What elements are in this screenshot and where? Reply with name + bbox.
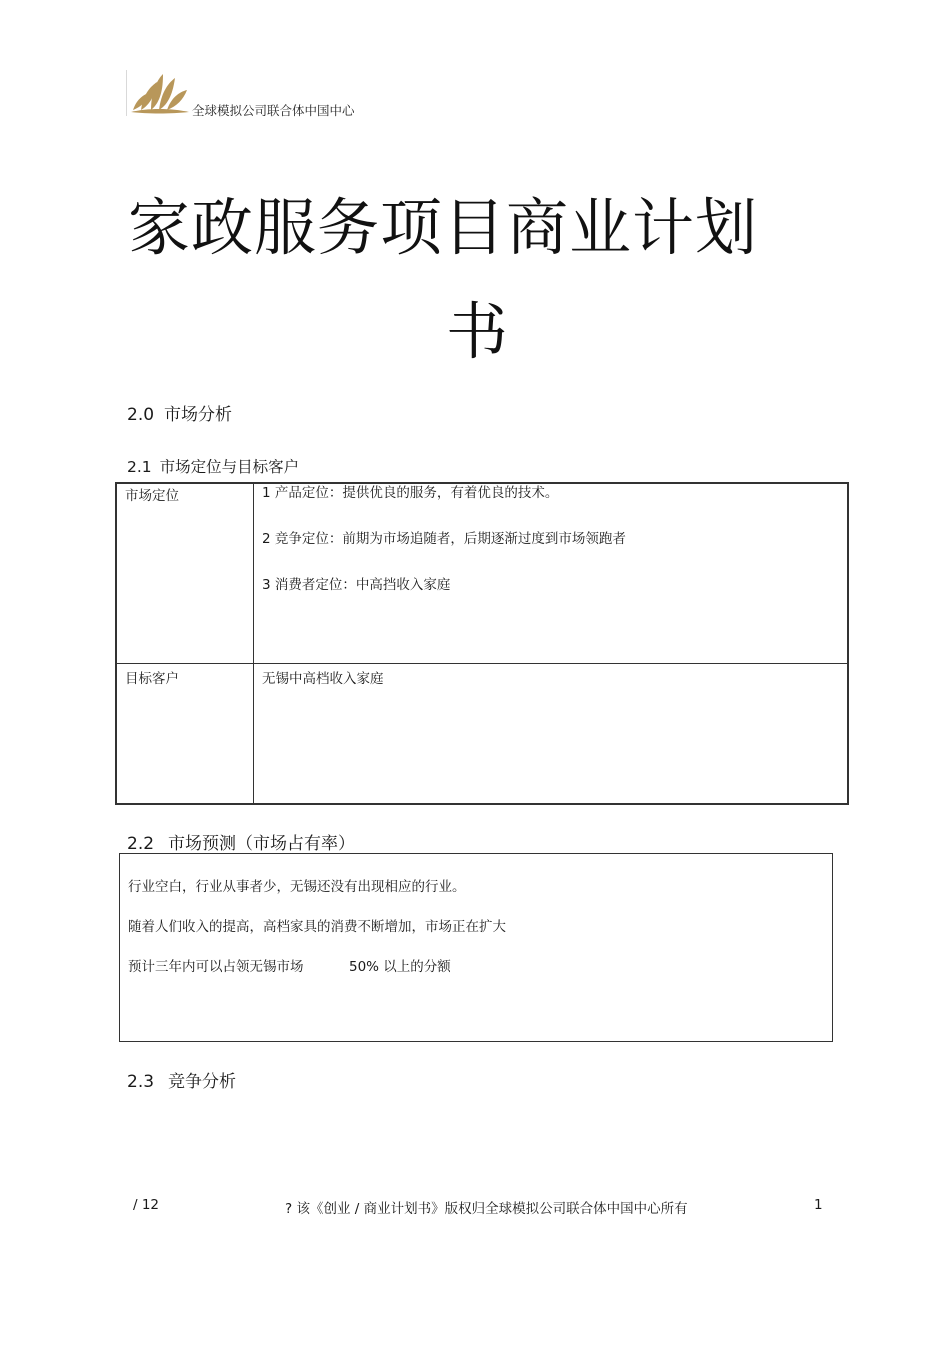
section-heading-2-3: 2.3 竞争分析 xyxy=(127,1072,237,1092)
row-label-positioning: 市场定位 xyxy=(117,484,254,664)
lotus-logo-icon xyxy=(127,70,193,116)
page-number: 1 xyxy=(814,1197,823,1213)
positioning-line: 2 竞争定位：前期为市场追随者，后期逐渐过度到市场领跑者 xyxy=(262,531,626,547)
row-content-target: 无锡中高档收入家庭 xyxy=(254,664,848,804)
positioning-line: 1 产品定位：提供优良的服务，有着优良的技术。 xyxy=(262,485,559,501)
positioning-line: 3 消费者定位：中高挡收入家庭 xyxy=(262,577,451,593)
row-content-positioning xyxy=(254,484,848,664)
table-row xyxy=(117,664,848,804)
forecast-box xyxy=(119,853,833,1042)
section-heading-2-1: 2.1 市场定位与目标客户 xyxy=(127,458,300,476)
copyright-notice: ? 该《创业 / 商业计划书》版权归全球模拟公司联合体中国中心所有 xyxy=(285,1201,688,1217)
table-row xyxy=(117,484,848,664)
positioning-table xyxy=(115,482,849,805)
section-heading-2-2: 2.2 市场预测（市场占有率） xyxy=(127,834,356,854)
document-title: 家政服务项目商业计划 xyxy=(128,191,759,264)
row-label-target: 目标客户 xyxy=(117,664,254,804)
section-heading-2-0: 2.0 市场分析 xyxy=(127,405,233,425)
forecast-line: 行业空白，行业从事者少，无锡还没有出现相应的行业。 xyxy=(128,879,466,895)
forecast-line-share: 50% 以上的分额 xyxy=(349,959,451,975)
logo xyxy=(126,70,193,116)
document-title-continued: 书 xyxy=(446,295,509,368)
page-count: / 12 xyxy=(133,1197,160,1213)
forecast-line: 预计三年内可以占领无锡市场 xyxy=(128,959,304,975)
forecast-line: 随着人们收入的提高，高档家具的消费不断增加，市场正在扩大 xyxy=(128,919,506,935)
org-name: 全球模拟公司联合体中国中心 xyxy=(192,103,355,118)
